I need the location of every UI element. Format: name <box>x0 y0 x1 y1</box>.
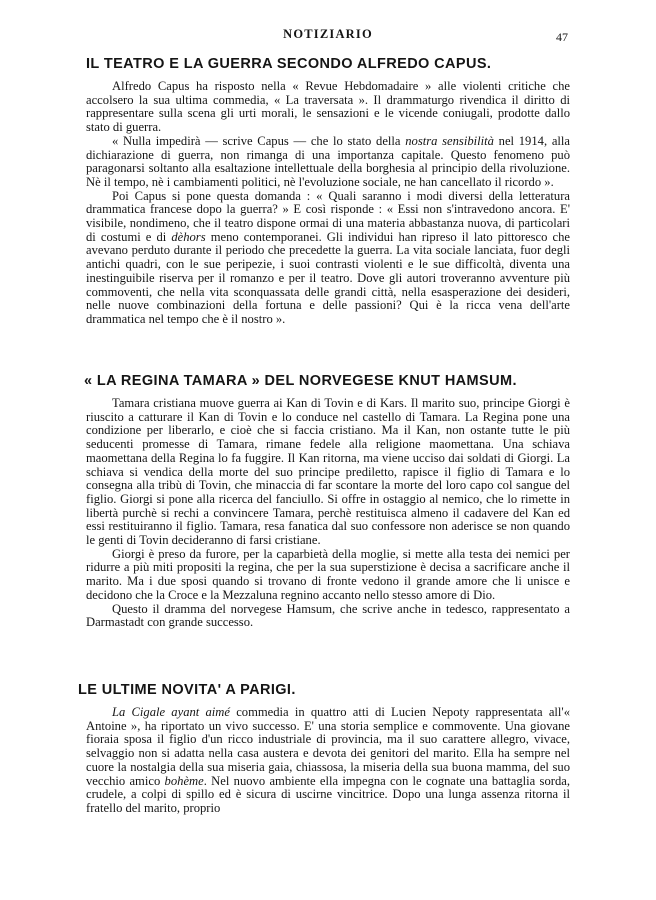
italic-phrase: bohème <box>164 773 204 788</box>
running-title: NOTIZIARIO <box>283 27 373 41</box>
paragraph: Alfredo Capus ha risposto nella « Revue Hebdomadaire » alle violenti critiche che accolsero la sua ultima commedia, « La traversata ». Il drammaturgo rivendica il diritto di rappresentare sulla scena gli urti morali, le sensazioni e le vicende coniugali, prodotte dallo stato di guerra. <box>86 79 570 135</box>
paragraph <box>86 135 570 190</box>
paragraph-text: commedia in quattro atti di Lucien Nepoty rappresentata all'« Antoine », ha riportato un vivo successo. E' una storia semplice e commovente. Una giovane fioraia sposa il figlio d'un ricco industriale di provincia, ma il suo carattere allegro, vivace, selvaggio non si adatta nella casa austera e devota dei genitori del marito. Ella ha sempre nel cuore la nostalgia della sua miseria gaia, chiassosa, la miseria della sua buona mamma, del suo vecchio amico <box>86 705 570 788</box>
paragraph <box>86 706 570 816</box>
page-number: 47 <box>556 30 568 44</box>
paragraph: Tamara cristiana muove guerra ai Kan di Tovin e di Kars. Il marito suo, principe Giorgi è riuscito a catturare il Kan di Tovin e lo conduce nel castello di Tamara. La Regina pone una condizione per liberarlo, e cioè che si faccia cristiano. Ma il Kan, non ostante tutte le più seducenti promesse di Tamara, rimane fedele alla religione maomettana. Una schiava maomettana della Regina lo fa fuggire. Il Kan ritorna, ma viene ucciso dai soldati di Giorgi. La schiava si vendica della morte del suo principe prediletto, rapisce il figlio di Tamara e lo consegna alla tribù di Tovin, che minaccia di far scontare la morte del loro capo col sangue del figlio. Giorgi si pone alla ricerca del fanciullo. Si offre in ostaggio al nemico, che lo rimette in libertà purchè si rechi a convincere Tamara, perchè restituisca almeno il cadavere del Kan ed essi restituiranno il figlio. Tamara, resa fanatica dal suo confessore non aderisce se non quando le genti di Tovin decideranno di farsi cristiane. <box>86 396 570 548</box>
paragraph-text: « Nulla impedirà — scrive Capus — che lo stato della <box>112 133 406 148</box>
section-heading-parigi: LE ULTIME NOVITA' A PARIGI. <box>78 682 296 698</box>
section-body-parigi <box>86 706 570 816</box>
paragraph: Giorgi è preso da furore, per la caparbietà della moglie, si mette alla testa dei nemici per ridurre a più miti propositi la regina, che per la sua superstizione è decisa a sacrificare anche il marito. Ma i due sposi quando si trovano di fronte vedono il grande amore che li unisce e decidono che la Croce e la Mezzaluna regnino accanto nello stesso amore di Dio. <box>86 546 570 602</box>
paragraph <box>86 190 570 327</box>
running-head <box>0 27 656 45</box>
paragraph-text: nel 1914, alla dichiarazione di guerra, non rimanga di una importanza capitale. Questo fenomeno può paragonarsi soltanto alla esaltazione intellettuale della borghesia al principio della rivoluzione. Nè il tempo, nè i cambiamenti politici, nè l'evoluzione sociale, ne han cancellato il ricordo ». <box>86 133 570 189</box>
italic-phrase: nostra sensibilità <box>405 133 494 148</box>
section-body-capus <box>86 80 570 327</box>
italic-phrase: dèhors <box>171 229 206 244</box>
section-body-tamara <box>86 397 570 630</box>
paragraph-text: Poi Capus si pone questa domanda : « Quali saranno i modi diversi della letteratura drammatica francese dopo la guerra? » E così risponde : « Essi non s'intravedono ancora. E' visibile, nondimeno, che il teatro dispone ormai di una materia abbastanza nuova, di particolari di costumi e di <box>86 188 570 244</box>
paragraph: Questo il dramma del norvegese Hamsum, che scrive anche in tedesco, rappresentato a Darmastadt con grande successo. <box>86 601 570 630</box>
paragraph-text: . Nel nuovo ambiente ella impegna con le cognate una battaglia sorda, crudele, a colpi di spillo ed è sicura di uscirne vincitrice. Dopo una lunga assenza ritorna il fratello del marito, proprio <box>86 773 570 815</box>
section-heading-tamara: « LA REGINA TAMARA » DEL NORVEGESE KNUT HAMSUM. <box>84 373 517 389</box>
italic-title: La Cigale ayant aimé <box>112 705 230 719</box>
paragraph-text: meno contemporanei. Gli individui han ripreso il lato pittoresco che avevano perduto durante il periodo che precedette la guerra. La vita sociale lanciata, fuor degli antichi quadri, con le sue peripezie, i suoi contrasti violenti e le sue difficoltà, diventa una inestinguibile riserva per il romanzo e per il teatro. Dove gli autori troveranno avventure più commoventi, che nella vita sconquassata delle grandi città, nella esasperazione dei desideri, nelle nuove combinazioni della fortuna e delle passioni? Qui è la ricca vena dell'arte drammatica nel tempo che è il nostro ». <box>86 229 570 326</box>
section-heading-capus: IL TEATRO E LA GUERRA SECONDO ALFREDO CAPUS. <box>86 56 492 72</box>
